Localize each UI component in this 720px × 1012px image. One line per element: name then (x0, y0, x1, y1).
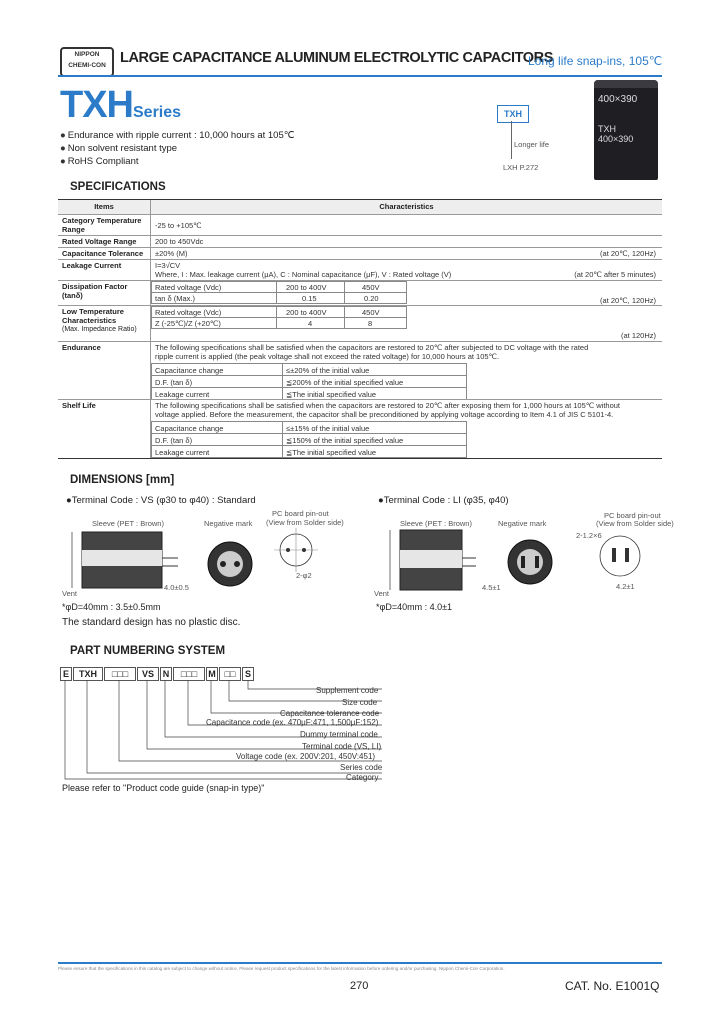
spec-note: (at 20℃, 120Hz) (600, 296, 656, 305)
spec-label: Dissipation Factor (tanδ) (62, 282, 128, 300)
vs-lead-label: 4.0±0.5 (164, 583, 189, 592)
vs-pcb-title: PC board pin-out (272, 509, 329, 518)
pn-label-voltage: Voltage code (ex. 200V:201, 450V:451) (236, 752, 376, 761)
logo-line-1: NIPPON (74, 51, 100, 58)
li-lead-label: 4.5±1 (482, 583, 501, 592)
df-cell: 0.15 (302, 294, 317, 303)
dimensions-heading: DIMENSIONS [mm] (70, 474, 175, 486)
spec-value: Where, I : Max. leakage current (μA), C : Nominal capacitance (μF), V : Rated voltage (V) (155, 270, 452, 279)
spec-sublabel: (Max. Impedance Ratio) (62, 326, 137, 333)
pn-label-supplement: Supplement code (316, 686, 379, 695)
standard-design-note: The standard design has no plastic disc. (62, 617, 241, 628)
df-cell: tan δ (Max.) (155, 294, 196, 303)
feature-list (60, 129, 294, 168)
vs-diameter-note: *φD=40mm : 3.5±0.5mm (62, 602, 161, 612)
spec-value: -25 to +105℃ (155, 221, 202, 230)
spec-value: I=3√CV (155, 261, 181, 270)
feature-item: ● Non solvent resistant type (60, 142, 294, 155)
spec-note: (at 20℃, 120Hz) (600, 249, 656, 258)
pn-tolerance-code: M (206, 667, 218, 681)
spec-label: Capacitance Tolerance (62, 249, 144, 258)
li-diameter-note: *φD=40mm : 4.0±1 (376, 602, 453, 612)
document-subtitle: Long life snap-ins, 105℃ (528, 54, 663, 68)
series-tag-line (511, 121, 512, 159)
spec-label: Category Temperature Range (62, 216, 142, 234)
col-characteristics-header: Characteristics (151, 200, 662, 215)
li-sleeve-label: Sleeve (PET : Brown) (400, 519, 472, 528)
vs-sleeve-label: Sleeve (PET : Brown) (92, 519, 164, 528)
pn-label-size: Size code (342, 698, 378, 707)
shelf-cell: ≤±15% of the initial value (286, 424, 370, 433)
li-pcb-pinout (600, 536, 640, 576)
end-cell: Leakage current (155, 390, 210, 399)
li-pcb-subtitle: (View from Solder side) (596, 519, 674, 528)
pn-category-code: E (60, 667, 72, 681)
spec-label: Low Temperature Characteristics (62, 307, 124, 325)
lt-cell: Rated voltage (Vdc) (155, 308, 222, 317)
end-cell: ≤±20% of the initial value (286, 366, 370, 375)
lt-cell: 450V (362, 308, 380, 317)
footer-rule (58, 962, 662, 964)
series-name: TXH (60, 84, 133, 126)
shelf-cell: D.F. (tan δ) (155, 436, 193, 445)
lt-cell: 8 (368, 319, 373, 328)
pn-label-series: Series code (340, 763, 383, 772)
li-spacing-label: 4.2±1 (616, 582, 635, 591)
series-title (60, 84, 181, 127)
pn-label-dummy-terminal: Dummy terminal code (300, 730, 378, 739)
df-cell: Rated voltage (Vdc) (155, 283, 222, 292)
pn-supplement-code: S (242, 667, 254, 681)
feature-item: ● RoHS Compliant (60, 155, 294, 168)
part-numbering-heading: PART NUMBERING SYSTEM (70, 645, 226, 657)
cap-marking: 400×390 (598, 94, 638, 105)
spec-label: Rated Voltage Range (62, 237, 137, 246)
spec-text: ripple current is applied (the peak voltage shall not exceed the rated voltage) for 10,000 hours at 105℃. (155, 352, 500, 361)
feature-item: ● Endurance with ripple current : 10,000 hours at 105℃ (60, 129, 294, 142)
vs-terminal-title: ●Terminal Code : VS (φ30 to φ40) : Standard (66, 495, 256, 506)
document-title: LARGE CAPACITANCE ALUMINUM ELECTROLYTIC CAPACITORS (120, 50, 553, 66)
series-tag-note: Longer life (514, 140, 550, 149)
series-tag-ref: LXH P.272 (503, 163, 539, 172)
pn-dummy-terminal-code: N (160, 667, 172, 681)
header-rule (58, 75, 662, 77)
pn-capacitance-code: □□□ (173, 667, 205, 681)
pn-voltage-code: □□□ (104, 667, 136, 681)
vs-vent-label: Vent (62, 589, 78, 598)
pn-label-tolerance: Capacitance tolerance code (280, 709, 380, 718)
spec-text: The following specifications shall be satisfied when the capacitors are restored to 20℃ after subjected to DC voltage with the rated (155, 343, 589, 352)
pn-terminal-code: VS (137, 667, 159, 681)
shelf-cell: ≦The initial specified value (286, 448, 377, 457)
series-suffix: Series (133, 104, 182, 121)
end-cell: ≦200% of the initial specified value (286, 378, 404, 387)
logo-line-2: CHEMI-CON (68, 62, 106, 69)
pn-label-capacitance: Capacitance code (ex. 470μF:471, 1,500μF:152) (206, 718, 379, 727)
specifications-heading: SPECIFICATIONS (70, 181, 166, 193)
spec-text: voltage applied. Before the measurement, the capacitor shall be preconditioned by applying voltage according to Item 4.1 of JIS C 5101-4. (155, 410, 614, 419)
vs-terminal-title-text: Terminal Code : VS (φ30 to φ40) : Standard (71, 495, 256, 506)
li-terminal-title-text: Terminal Code : LI (φ35, φ40) (383, 495, 509, 506)
li-negative-mark-label: Negative mark (498, 519, 547, 528)
cap-marking: 400×390 (598, 134, 634, 144)
capacitor-photo (594, 80, 658, 180)
df-subtable (151, 281, 407, 304)
footer-disclaimer: Please ensure that the specifications in this catalog are subject to change without notice. Please request product specifications for the latest information before ordering and/or purchasing. Nippon Chemi-Con Corporation. (58, 966, 505, 971)
li-terminal-title: ●Terminal Code : LI (φ35, φ40) (378, 495, 509, 506)
shelf-cell: Leakage current (155, 448, 210, 457)
specifications-table (58, 199, 662, 459)
end-cell: D.F. (tan δ) (155, 378, 193, 387)
shelf-cell: ≦150% of the initial specified value (286, 436, 404, 445)
df-cell: 0.20 (364, 294, 379, 303)
vs-pitch-label: 2-φ2 (296, 571, 312, 580)
endurance-subtable (151, 363, 467, 400)
li-side-view (390, 530, 476, 590)
end-cell: Capacitance change (155, 366, 224, 375)
df-cell: 200 to 400V (286, 283, 327, 292)
li-end-view (508, 540, 552, 584)
spec-text: The following specifications shall be satisfied when the capacitors are restored to 20℃ after exposing them for 1,000 hours at 105℃ without (155, 401, 621, 410)
shelf-cell: Capacitance change (155, 424, 224, 433)
col-items-header: Items (58, 200, 150, 215)
spec-value: ±20% (M) (155, 249, 188, 258)
vs-side-view (72, 532, 178, 588)
spec-label: Leakage Current (62, 261, 122, 270)
li-vent-label: Vent (374, 589, 390, 598)
li-pcb-title: PC board pin-out (604, 511, 661, 520)
spec-label: Shelf Life (62, 401, 96, 410)
product-code-guide-note: Please refer to "Product code guide (snap-in type)" (62, 783, 265, 793)
df-cell: 450V (362, 283, 380, 292)
cap-marking: TXH (598, 124, 616, 134)
li-pitch-label: 2-1.2×6 (576, 531, 602, 540)
lowtemp-subtable (151, 306, 407, 329)
pn-label-terminal: Terminal code (VS, LI) (302, 742, 382, 751)
vs-pcb-subtitle: (View from Solder side) (266, 518, 344, 527)
spec-label: Endurance (62, 343, 101, 352)
catalog-number: CAT. No. E1001Q (565, 979, 660, 993)
shelf-subtable (151, 421, 467, 458)
spec-value: 200 to 450Vdc (155, 237, 204, 246)
page-number: 270 (350, 980, 369, 992)
end-cell: ≦The initial specified value (286, 390, 377, 399)
lt-cell: 4 (308, 319, 313, 328)
pn-label-category: Category (346, 773, 379, 782)
vs-end-view (208, 542, 252, 586)
company-logo (60, 47, 114, 77)
pn-size-code: □□ (219, 667, 241, 681)
spec-note: (at 120Hz) (620, 331, 656, 340)
vs-negative-mark-label: Negative mark (204, 519, 253, 528)
pn-series-code: TXH (73, 667, 103, 681)
lt-cell: 200 to 400V (286, 308, 327, 317)
lt-cell: Z (-25℃)/Z (+20℃) (155, 319, 221, 328)
vs-pcb-pinout (274, 528, 318, 572)
spec-note: (at 20℃ after 5 minutes) (574, 270, 656, 279)
series-tag: TXH (497, 105, 529, 123)
